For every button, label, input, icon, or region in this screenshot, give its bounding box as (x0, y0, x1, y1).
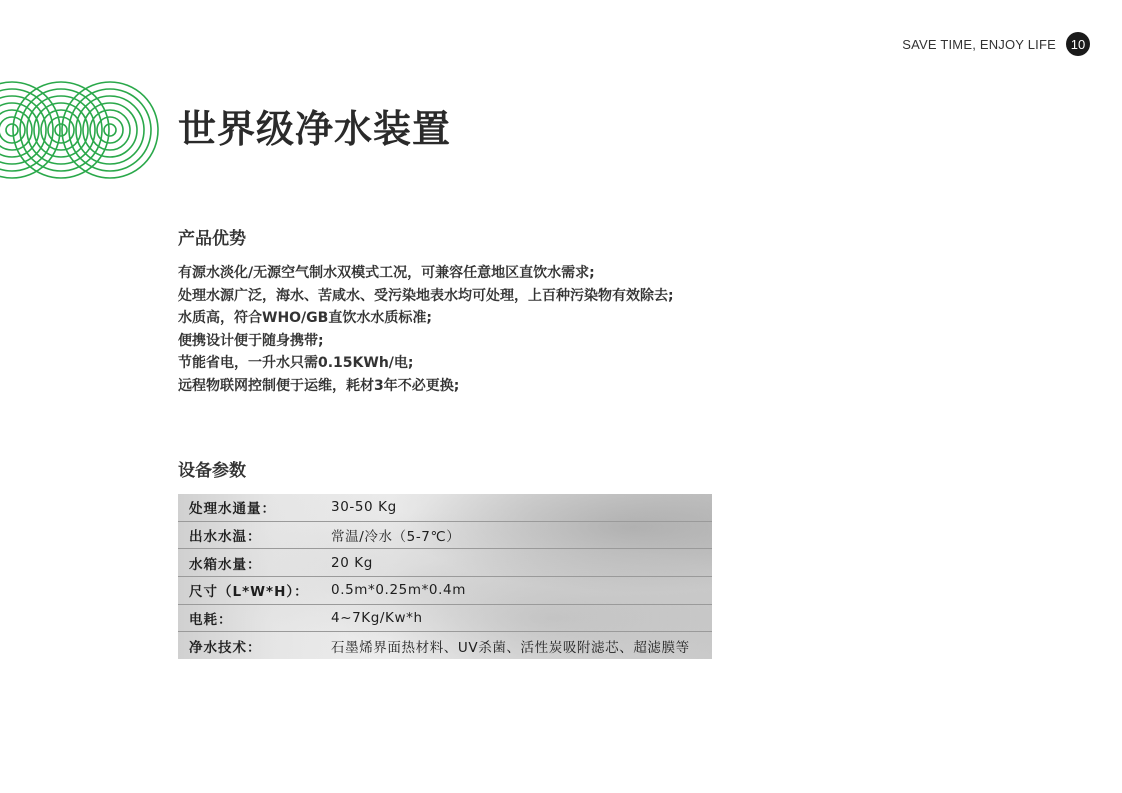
list-item: 便携设计便于随身携带; (178, 332, 324, 349)
page-header (902, 32, 1090, 56)
spec-value: 常温/冷水（5-7℃） (331, 528, 461, 545)
spec-value: 30-50 Kg (331, 499, 397, 516)
params-heading: 设备参数 (178, 461, 246, 481)
list-item: 节能省电，一升水只需0.15KWh/电; (178, 355, 414, 372)
list-item: 处理水源广泛，海水、苦咸水、受污染地表水均可处理，上百种污染物有效除去; (178, 287, 674, 304)
table-row (178, 494, 712, 521)
list-item: 有源水淡化/无源空气制水双模式工况，可兼容任意地区直饮水需求; (178, 265, 595, 281)
spec-label: 处理水通量： (189, 501, 276, 518)
spec-value: 20 Kg (331, 554, 373, 571)
spec-value: 0.5m*0.25m*0.4m (331, 582, 466, 599)
spec-value: 石墨烯界面热材料、UV杀菌、活性炭吸附滤芯、超滤膜等 (331, 639, 690, 656)
page-title: 世界级净水装置 (178, 107, 452, 151)
table-row (178, 549, 712, 577)
spec-label: 净水技术： (189, 639, 262, 656)
table-row (178, 632, 712, 659)
spec-value: 4~7Kg/Kw*h (331, 609, 423, 626)
list-item: 水质高，符合WHO/GB直饮水水质标准; (178, 310, 432, 327)
table-row (178, 521, 712, 549)
page-number-badge: 10 (1066, 32, 1090, 56)
table-row (178, 604, 712, 632)
spec-table (178, 494, 712, 659)
spec-label: 尺寸（L*W*H）： (189, 584, 309, 601)
concentric-rings-logo-icon (0, 77, 160, 185)
tagline: SAVE TIME, ENJOY LIFE (902, 36, 1056, 52)
spec-label: 出水水温： (189, 528, 262, 545)
spec-label: 电耗： (189, 611, 233, 628)
advantages-heading: 产品优势 (178, 229, 246, 249)
table-row (178, 576, 712, 604)
list-item: 远程物联网控制便于运维，耗材3年不必更换; (178, 377, 460, 394)
advantages-list (178, 262, 674, 398)
spec-label: 水箱水量： (189, 556, 262, 573)
